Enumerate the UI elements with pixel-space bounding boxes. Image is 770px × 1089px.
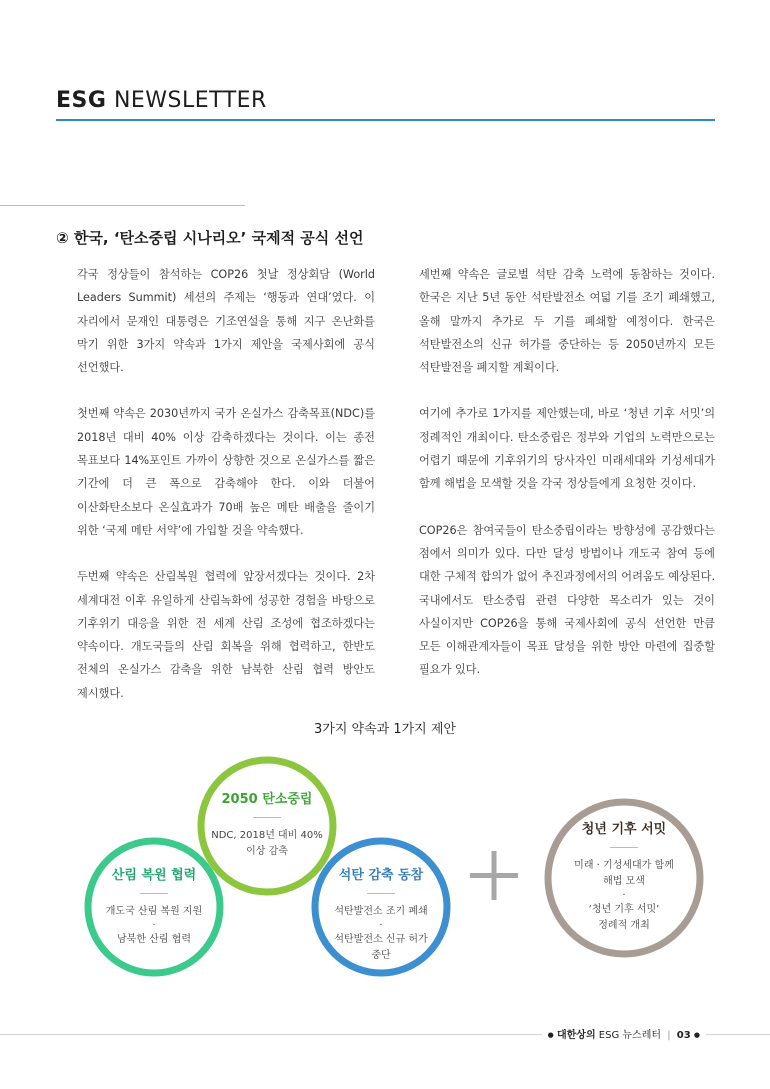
coal-body-2: 석탄발전소 신규 허가 중단	[334, 934, 428, 961]
coal-text	[321, 864, 441, 964]
youth-dot: ·	[622, 890, 626, 901]
paragraph: COP26은 참여국들이 탄소중립이라는 방향성에 공감했다는 점에서 의미가 있다. 다만 달성 방법이나 개도국 참여 등에 대한 구체적 합의가 없어 추진과정에서의 어려움도 예상된다. 국내에서도 탄소중립 관련 다양한 목소리가 있는 것이 사실이지만 COP26을 통해 국제사회에 공식 선언한 만큼 모든 이해관계자들이 목표 달성을 위한 방안 마련에 집중할 필요가 있다.	[419, 523, 715, 677]
divider	[253, 817, 281, 818]
diagram-title: 3가지 약속과 1가지 제안	[314, 722, 456, 737]
paragraph: 첫번째 약속은 2030년까지 국가 온실가스 감축목표(NDC)를 2018년 대비 40% 이상 감축하겠다는 것이다. 이는 종전 목표보다 14%포인트 가까이 상향한 것으로 온실가스를 짧은 기간에 더 큰 폭으로 감축해야 한다. 이와 더불어 이산화탄소보다 온실효과가 70배 높은 메탄 배출을 줄이기 위한 ‘국제 메탄 서약’에 가입할 것을 약속했다.	[77, 407, 375, 537]
forest-text	[94, 864, 214, 948]
footer-org: 대한상의	[556, 1030, 596, 1041]
youth-body-2: ‘청년 기후 서밋’ 정례적 개최	[588, 904, 660, 931]
forest-body-2: 남북한 산림 협력	[117, 934, 191, 945]
divider	[610, 847, 638, 848]
footer-separator: |	[667, 1030, 671, 1041]
page-number: 03	[676, 1030, 691, 1041]
youth-title: 청년 기후 서밋	[581, 822, 667, 837]
forest-body-1: 개도국 산림 복원 지원	[105, 906, 203, 917]
footer	[542, 1027, 706, 1043]
divider	[367, 893, 395, 894]
forest-title: 산림 복원 협력	[111, 868, 197, 883]
paragraph: 여기에 추가로 1가지를 제안했는데, 바로 ‘청년 기후 서밋’의 정례적인 개최이다. 탄소중립은 정부와 기업의 노력만으로는 어렵기 때문에 기후위기의 당사자인 미래세대와 기성세대가 함께 해법을 모색할 것을 각국 정상들에게 요청한 것이다.	[419, 407, 715, 491]
coal-dot: ·	[379, 920, 383, 931]
newsletter-title	[56, 88, 267, 113]
section-divider	[0, 205, 245, 206]
plus-icon	[470, 851, 518, 900]
newsletter-title-text: NEWSLETTER	[113, 88, 267, 113]
paragraph: 세번째 약속은 글로벌 석탄 감축 노력에 동참하는 것이다. 한국은 지난 5년 동안 석탄발전소 여덟 기를 조기 폐쇄했고, 올해 말까지 추가로 두 기를 폐쇄할 예정이다. 한국은 석탄발전소의 신규 허가를 중단하는 등 2050년까지 모든 석탄발전을 폐지할 계획이다.	[419, 268, 715, 375]
bullet-icon: ●	[547, 1031, 554, 1039]
newsletter-brand: ESG	[56, 88, 107, 113]
net-zero-title: 2050 탄소중립	[221, 792, 313, 807]
left-column	[77, 263, 375, 728]
right-column	[419, 263, 715, 705]
paragraph: 두번째 약속은 산림복원 협력에 앞장서겠다는 것이다. 2차 세계대전 이후 유일하게 산림녹화에 성공한 경험을 바탕으로 기후위기 대응을 위한 전 세계 산림 조성에 협조하겠다는 약속이다. 개도국들의 산림 회복을 위해 협력하고, 한반도 전체의 온실가스 감축을 위한 남북한 산림 협력 방안도 제시했다.	[77, 570, 375, 700]
footer-label: ESG 뉴스레터	[598, 1030, 662, 1041]
header-divider	[56, 119, 715, 121]
forest-dot: ·	[152, 920, 156, 931]
net-zero-text	[207, 788, 327, 860]
paragraph: 각국 정상들이 참석하는 COP26 첫날 정상회담 (World Leaders Summit) 세션의 주제는 ‘행동과 연대’였다. 이 자리에서 문재인 대통령은 기조연설을 통해 지구 온난화를 막기 위한 3가지 약속과 1가지 제안을 국제사회에 공식 선언했다.	[77, 268, 375, 375]
net-zero-body: NDC, 2018년 대비 40% 이상 감축	[211, 830, 323, 857]
coal-title: 석탄 감축 동참	[338, 868, 424, 883]
youth-body-1: 미래 · 기성세대가 함께 해법 모색	[574, 860, 674, 887]
youth-text	[559, 818, 689, 934]
coal-body-1: 석탄발전소 조기 폐쇄	[334, 906, 428, 917]
bullet-icon: ●	[693, 1031, 700, 1039]
section-title: ② 한국, ‘탄소중립 시나리오’ 국제적 공식 선언	[56, 229, 364, 247]
divider	[140, 893, 168, 894]
